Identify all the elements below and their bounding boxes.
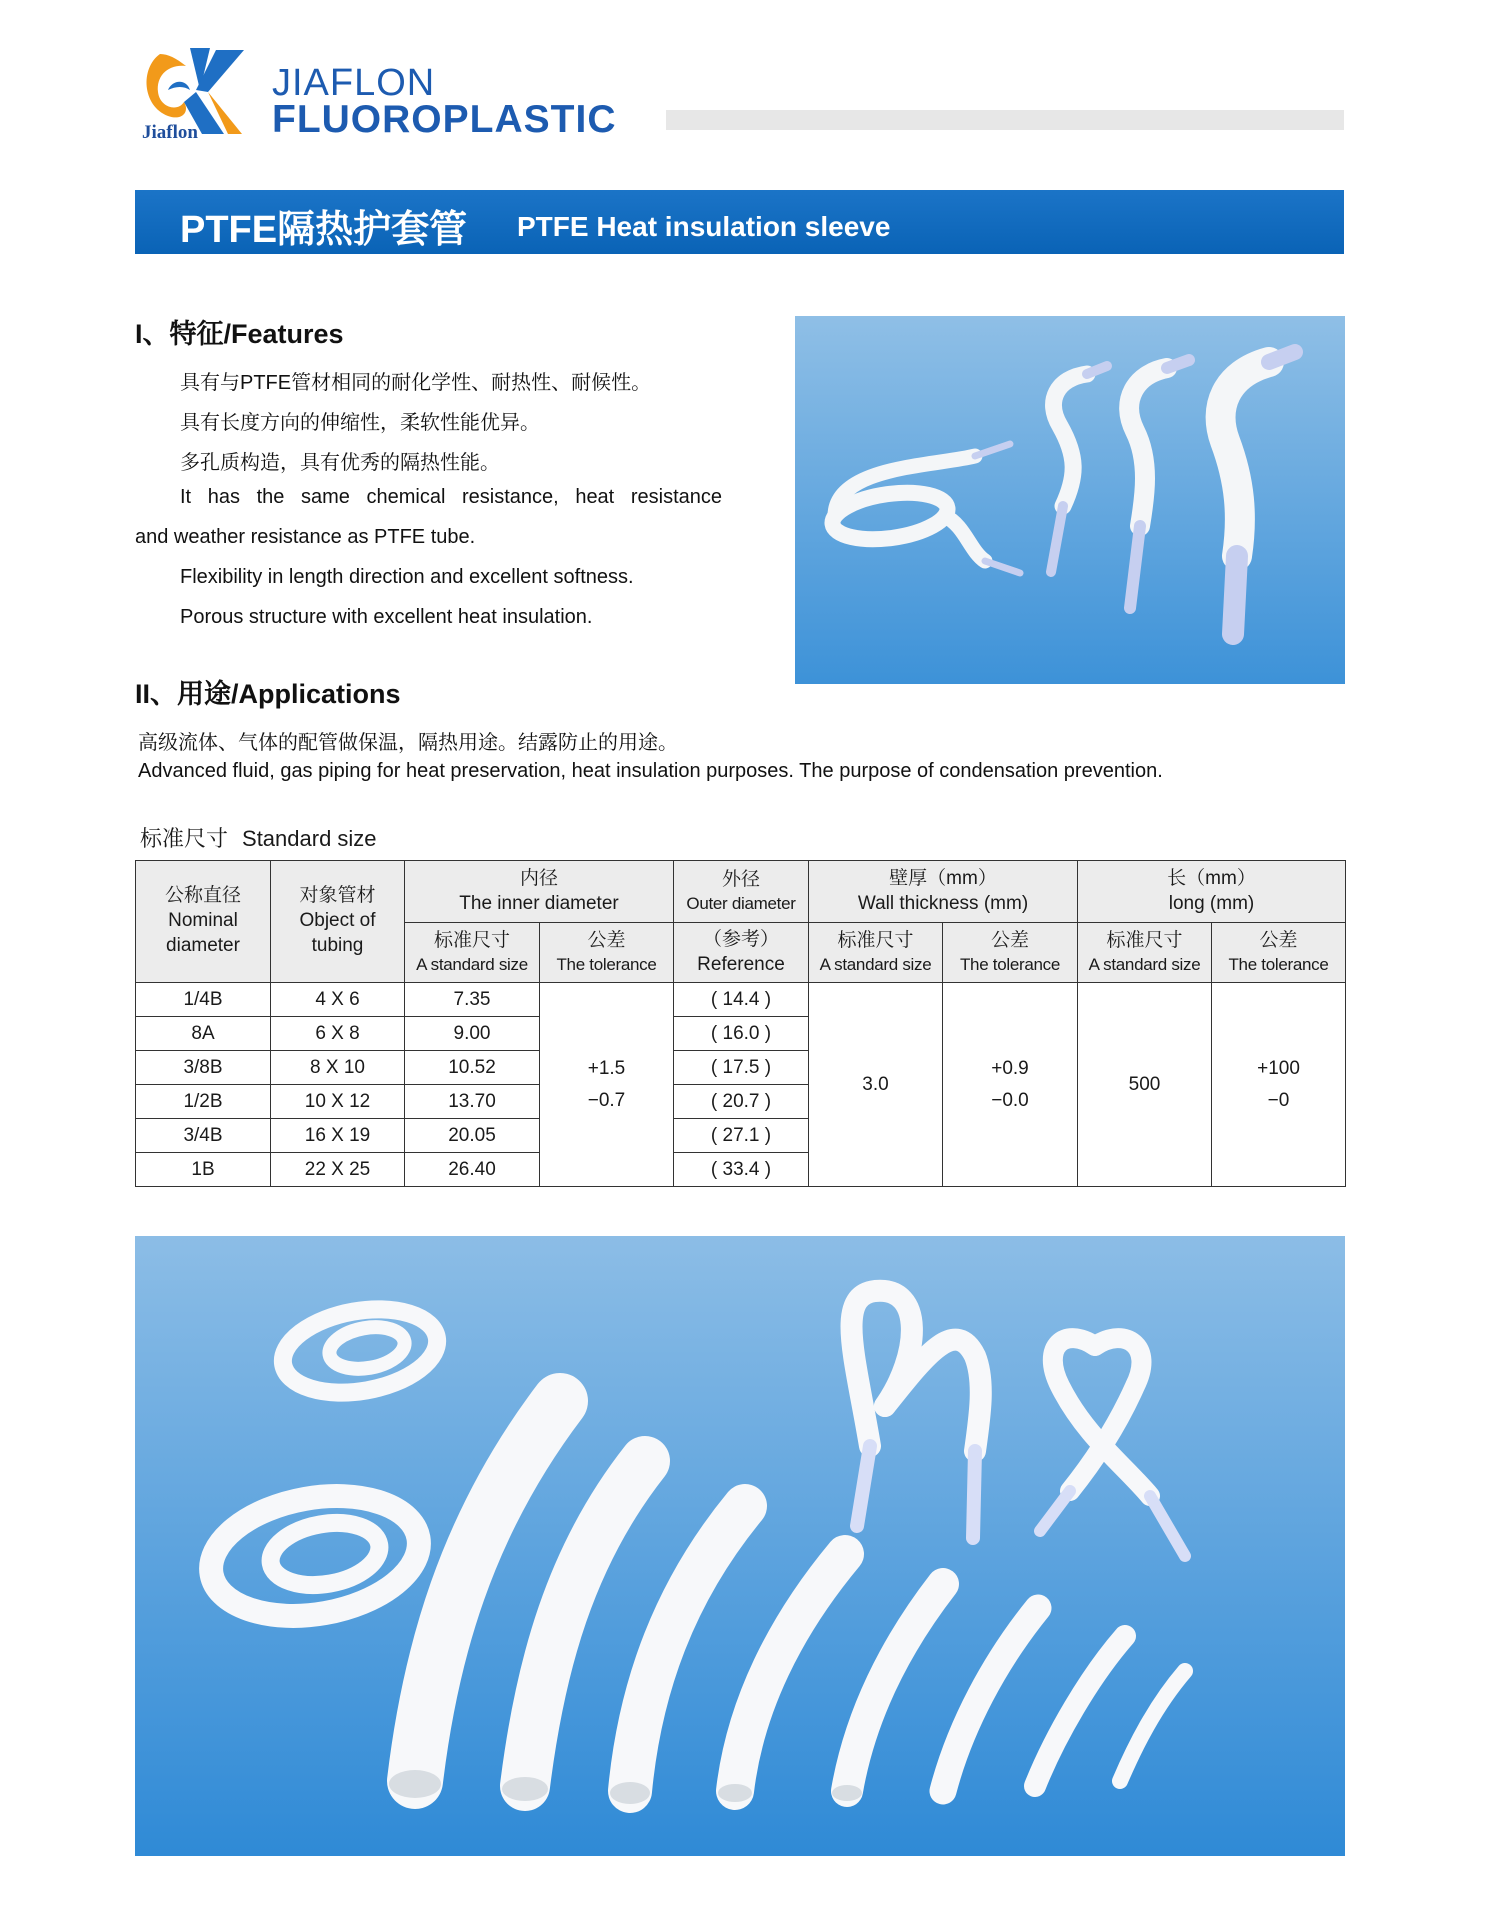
subheader-en: The tolerance <box>1228 954 1329 974</box>
col-header-wall-en: Wall thickness (mm) <box>857 892 1029 914</box>
subheader-en: The tolerance <box>959 954 1061 974</box>
standard-size-label <box>140 822 377 853</box>
subheader-inner-tol <box>540 923 674 983</box>
cell-inner: 7.35 <box>405 983 540 1017</box>
cell-tubing: 4 X 6 <box>271 983 405 1017</box>
cell-outer: ( 17.5 ) <box>674 1051 809 1085</box>
subheader-en: The tolerance <box>556 954 657 974</box>
subheader-cn: 标准尺寸 <box>1106 930 1183 952</box>
applications-cn: 高级流体、气体的配管做保温，隔热用途。结露防止的用途。 <box>138 732 678 754</box>
standard-size-table <box>135 860 1346 1187</box>
feature-en-line: It has the same chemical resistance, heat resistance <box>180 486 722 508</box>
col-header-inner <box>405 861 674 923</box>
cell-nominal: 1/4B <box>136 983 271 1017</box>
subheader-inner-std <box>405 923 540 983</box>
tolerance-plus: +0.9 <box>991 1057 1029 1079</box>
cell-outer: ( 16.0 ) <box>674 1017 809 1051</box>
subheader-long-tol <box>1212 923 1346 983</box>
col-header-outer-cn: 外径 <box>721 869 760 891</box>
feature-en-line: Porous structure with excellent heat insulation. <box>180 606 593 628</box>
cell-tubing: 16 X 19 <box>271 1119 405 1153</box>
cell-tubing: 10 X 12 <box>271 1085 405 1119</box>
col-header-nominal-cn: 公称直径 <box>164 885 241 907</box>
subheader-en: A standard size <box>819 954 932 974</box>
cell-tubing: 8 X 10 <box>271 1051 405 1085</box>
subheader-cn: 标准尺寸 <box>433 930 510 952</box>
subheader-cn: （参考） <box>702 928 779 950</box>
standard-size-label-cn: 标准尺寸 <box>140 826 229 851</box>
logo-wordmark-small: Jiaflon <box>142 122 198 143</box>
features-heading: I、特征/Features <box>135 319 344 349</box>
cell-inner: 9.00 <box>405 1017 540 1051</box>
cell-inner-tolerance <box>540 983 674 1187</box>
cell-nominal: 1B <box>136 1153 271 1187</box>
subheader-en: Reference <box>697 953 785 975</box>
col-header-long-cn: 长（mm） <box>1167 867 1256 889</box>
cell-tubing: 6 X 8 <box>271 1017 405 1051</box>
page-title-cn: PTFE隔热护套管 <box>180 209 468 251</box>
col-header-nominal-en: Nominal <box>168 910 238 932</box>
tolerance-minus: −0.7 <box>587 1089 626 1111</box>
cell-inner: 10.52 <box>405 1051 540 1085</box>
page-title-en: PTFE Heat insulation sleeve <box>517 211 891 242</box>
standard-size-label-en: Standard size <box>242 826 377 851</box>
cell-outer: ( 14.4 ) <box>674 983 809 1017</box>
cell-inner: 20.05 <box>405 1119 540 1153</box>
col-header-inner-cn: 内径 <box>519 867 558 889</box>
feature-cn-line: 多孔质构造，具有优秀的隔热性能。 <box>180 452 500 474</box>
cell-wall-tolerance <box>943 983 1078 1187</box>
cell-outer: ( 33.4 ) <box>674 1153 809 1187</box>
tolerance-minus: −0 <box>1267 1089 1290 1111</box>
col-header-long-en: long (mm) <box>1168 892 1255 914</box>
cell-nominal: 3/8B <box>136 1051 271 1085</box>
subheader-cn: 公差 <box>587 930 626 952</box>
product-photo-assortment <box>135 1236 1345 1856</box>
tolerance-plus: +100 <box>1257 1057 1300 1079</box>
subheader-cn: 公差 <box>1259 930 1298 952</box>
subheader-long-std <box>1078 923 1212 983</box>
cell-inner: 13.70 <box>405 1085 540 1119</box>
cell-outer: ( 27.1 ) <box>674 1119 809 1153</box>
col-header-nominal <box>136 861 271 983</box>
subheader-cn: 标准尺寸 <box>837 930 914 952</box>
subheader-en: A standard size <box>1088 954 1201 974</box>
cell-inner: 26.40 <box>405 1153 540 1187</box>
cell-nominal: 8A <box>136 1017 271 1051</box>
col-header-outer <box>674 861 809 923</box>
feature-cn-line: 具有与PTFE管材相同的耐化学性、耐热性、耐候性。 <box>180 372 652 394</box>
col-header-object-en: tubing <box>311 934 364 956</box>
col-header-outer-en: Outer diameter <box>686 893 796 913</box>
subheader-wall-tol <box>943 923 1078 983</box>
feature-cn-line: 具有长度方向的伸缩性，柔软性能优异。 <box>180 412 540 434</box>
col-header-object <box>271 861 405 983</box>
tolerance-plus: +1.5 <box>587 1057 626 1079</box>
cell-long-tolerance <box>1212 983 1346 1187</box>
brand-name: JIAFLON <box>272 62 436 104</box>
cell-nominal: 3/4B <box>136 1119 271 1153</box>
subheader-cn: 公差 <box>990 930 1029 952</box>
col-header-nominal-en: diameter <box>166 934 240 956</box>
applications-en: Advanced fluid, gas piping for heat preservation, heat insulation purposes. The purpose of condensation prevention. <box>138 760 1163 782</box>
col-header-inner-en: The inner diameter <box>459 892 619 914</box>
cell-tubing: 22 X 25 <box>271 1153 405 1187</box>
col-header-object-en: Object of <box>299 910 376 932</box>
feature-en-line: and weather resistance as PTFE tube. <box>135 526 476 548</box>
col-header-object-cn: 对象管材 <box>299 885 376 907</box>
header-divider-bar <box>666 110 1344 130</box>
cell-outer: ( 20.7 ) <box>674 1085 809 1119</box>
col-header-wall-cn: 壁厚（mm） <box>889 867 997 889</box>
subheader-outer-ref <box>674 923 809 983</box>
table-row <box>136 983 1346 1017</box>
product-photo-sleeves <box>795 316 1345 684</box>
cell-wall-std: 3.0 <box>809 983 943 1187</box>
brand-subtitle: FLUOROPLASTIC <box>272 98 617 141</box>
col-header-long <box>1078 861 1346 923</box>
feature-en-line: Flexibility in length direction and excellent softness. <box>180 566 634 588</box>
applications-heading: II、用途/Applications <box>135 679 401 709</box>
cell-long-std: 500 <box>1078 983 1212 1187</box>
subheader-en: A standard size <box>416 954 528 974</box>
col-header-wall <box>809 861 1078 923</box>
cell-nominal: 1/2B <box>136 1085 271 1119</box>
tolerance-minus: −0.0 <box>991 1089 1029 1111</box>
subheader-wall-std <box>809 923 943 983</box>
